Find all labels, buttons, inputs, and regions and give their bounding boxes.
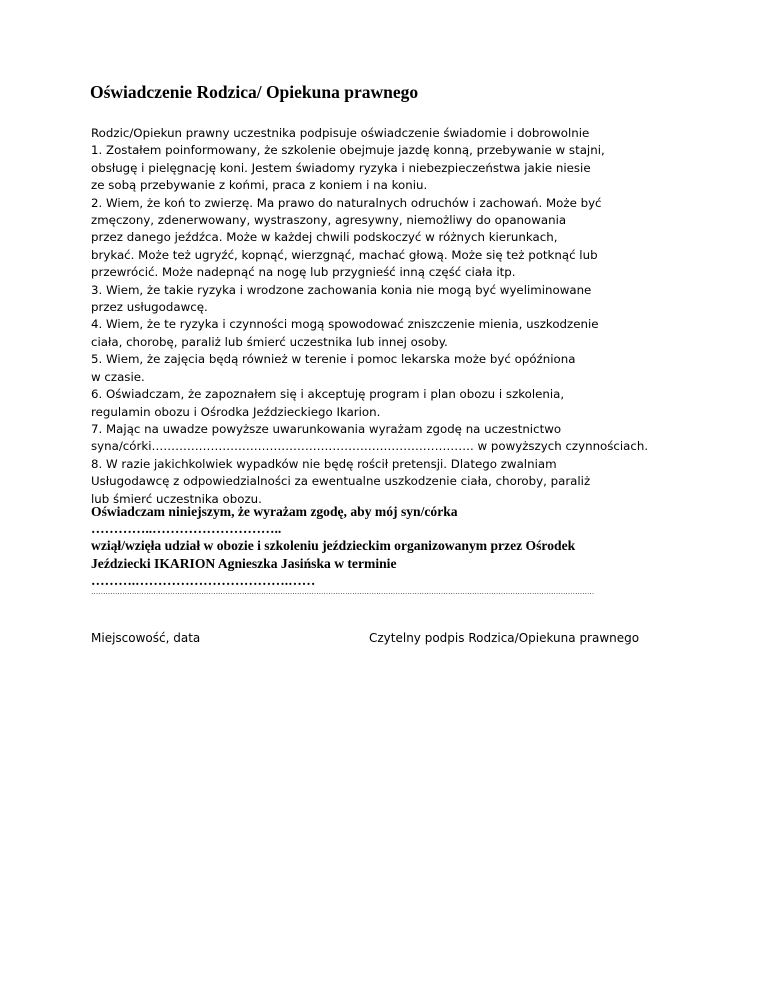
statement-line: regulamin obozu i Ośrodka Jeździeckiego Ikarion. (91, 404, 381, 419)
statement-line: obsługę i pielęgnację koni. Jestem świadomy ryzyka i niebezpieczeństwa jakie niesie (91, 160, 591, 175)
consent-child-name-blank: …………..……………………….. (91, 521, 282, 537)
place-date-label: Miejscowość, data (91, 631, 201, 645)
statement-line: Usługodawcę z odpowiedzialności za ewentualne uszkodzenie ciała, choroby, paraliż (91, 474, 591, 489)
statement-line: przez usługodawcę. (91, 300, 208, 315)
statement-line: 7. Mając na uwadze powyższe uwarunkowania wyrażam zgodę na uczestnictwo (91, 421, 562, 436)
statement-body (91, 125, 701, 508)
dotted-separator: ………………………………………………………………………………………………………………………………………………………………………………………… (91, 588, 595, 596)
consent-date-blank: ……….…………………………….…… (91, 572, 316, 588)
signature-label: Czytelny podpis Rodzica/Opiekuna prawnego (369, 631, 640, 645)
statement-line: przez danego jeźdźca. Może w każdej chwili podskoczyć w różnych kierunkach, (91, 230, 558, 245)
statement-line: przewrócić. Może nadepnąć na nogę lub przygnieść inną część ciała itp. (91, 265, 516, 280)
statement-line: Rodzic/Opiekun prawny uczestnika podpisuje oświadczenie świadomie i dobrowolnie (91, 126, 590, 140)
document-title: Oświadczenie Rodzica/ Opiekuna prawnego (90, 82, 419, 102)
consent-line: Jeździecki IKARION Agnieszka Jasińska w terminie (91, 555, 397, 571)
statement-line: lub śmierć uczestnika obozu. (91, 491, 262, 506)
statement-line: syna/córki………………………………………………………………………. w powyższych czynnościach. (91, 439, 649, 454)
statement-line: ze sobą przebywanie z końmi, praca z koniem i na koniu. (91, 178, 428, 193)
consent-block (91, 503, 711, 589)
statement-line: brykać. Może też ugryźć, kopnąć, wierzgnąć, machać głową. Może się też potknąć lub (91, 247, 598, 262)
statement-line: 5. Wiem, że zajęcia będą również w terenie i pomoc lekarska może być opóźniona (91, 352, 576, 367)
statement-line: zmęczony, zdenerwowany, wystraszony, agresywny, niemożliwy do opanowania (91, 213, 567, 228)
statement-line: w czasie. (91, 369, 145, 384)
statement-line: 6. Oświadczam, że zapoznałem się i akceptuję program i plan obozu i szkolenia, (91, 387, 565, 402)
consent-line: Oświadczam niniejszym, że wyrażam zgodę, aby mój syn/córka (91, 504, 458, 519)
statement-line: ciała, chorobę, paraliż lub śmierć uczestnika lub innej osoby. (91, 334, 448, 349)
consent-line: wziął/wzięła udział w obozie i szkoleniu jeździeckim organizowanym przez Ośrodek (91, 538, 576, 554)
statement-line: 3. Wiem, że takie ryzyka i wrodzone zachowania konia nie mogą być wyeliminowane (91, 282, 592, 297)
statement-line: 1. Zostałem poinformowany, że szkolenie obejmuje jazdę konną, przebywanie w stajni, (91, 143, 605, 158)
statement-line: 4. Wiem, że te ryzyka i czynności mogą spowodować zniszczenie mienia, uszkodzenie (91, 317, 599, 332)
statement-line: 8. W razie jakichkolwiek wypadków nie będę rościł pretensji. Dlatego zwalniam (91, 456, 557, 471)
statement-line: 2. Wiem, że koń to zwierzę. Ma prawo do naturalnych odruchów i zachowań. Może być (91, 195, 602, 210)
